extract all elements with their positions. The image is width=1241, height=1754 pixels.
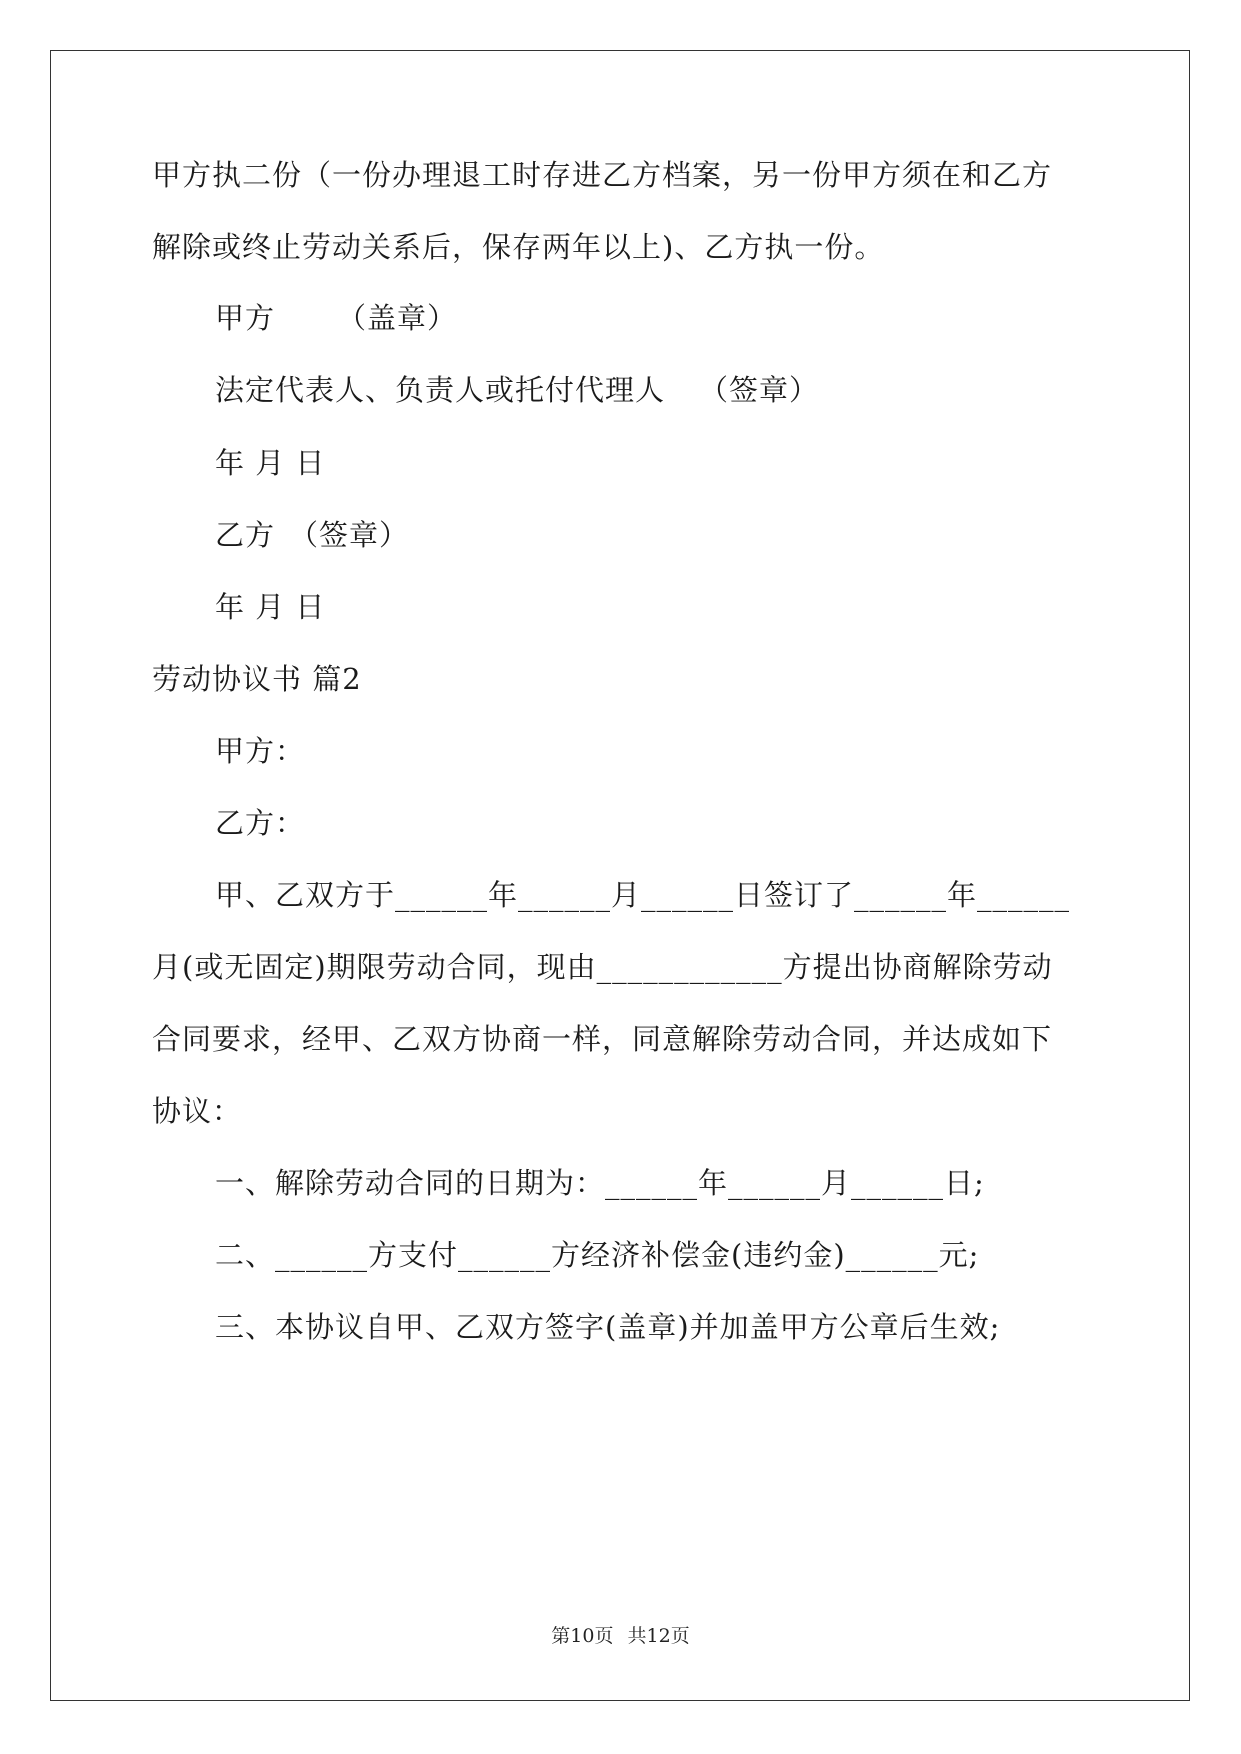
agreement-item: 二、______方支付______方经济补偿金(违约金)______元; xyxy=(215,1238,980,1272)
page-footer xyxy=(0,1623,1241,1649)
paragraph-line: 甲方执二份（一份办理退工时存进乙方档案，另一份甲方须在和乙方 xyxy=(152,158,1053,192)
legal-rep-line xyxy=(215,370,819,410)
party-b-sign-line xyxy=(215,515,409,555)
date-line: 年 月 日 xyxy=(215,446,326,480)
agreement-item: 三、本协议自甲、乙双方签字(盖章)并加盖甲方公章后生效; xyxy=(215,1310,1001,1344)
party-a-seal: （盖章） xyxy=(337,301,458,335)
party-b-label: 乙方 xyxy=(215,518,276,552)
paragraph-line: 月(或无固定)期限劳动合同，现由____________方提出协商解除劳动 xyxy=(152,950,1053,984)
party-b-field: 乙方： xyxy=(215,806,306,840)
paragraph-line: 合同要求，经甲、乙双方协商一样，同意解除劳动合同，并达成如下 xyxy=(152,1022,1053,1056)
paragraph-line: 协议： xyxy=(152,1094,243,1128)
paragraph-line: 解除或终止劳动关系后，保存两年以上)、乙方执一份。 xyxy=(152,230,885,264)
paragraph-line: 甲、乙双方于______年______月______日签订了______年______ xyxy=(215,878,1071,912)
date-line: 年 月 日 xyxy=(215,590,326,624)
party-a-label: 甲方 xyxy=(215,301,276,335)
page-number-total: 共12页 xyxy=(627,1625,690,1647)
section-heading: 劳动协议书 篇2 xyxy=(152,662,362,696)
party-b-sign: （签章） xyxy=(289,518,410,552)
party-a-field: 甲方： xyxy=(215,734,306,768)
agreement-item: 一、解除劳动合同的日期为：______年______月______日; xyxy=(215,1166,985,1200)
party-a-seal-line xyxy=(215,298,457,338)
legal-rep-label: 法定代表人、负责人或托付代理人 xyxy=(215,373,666,407)
legal-rep-sign: （签章） xyxy=(699,373,820,407)
page-number-current: 第10页 xyxy=(551,1625,614,1647)
